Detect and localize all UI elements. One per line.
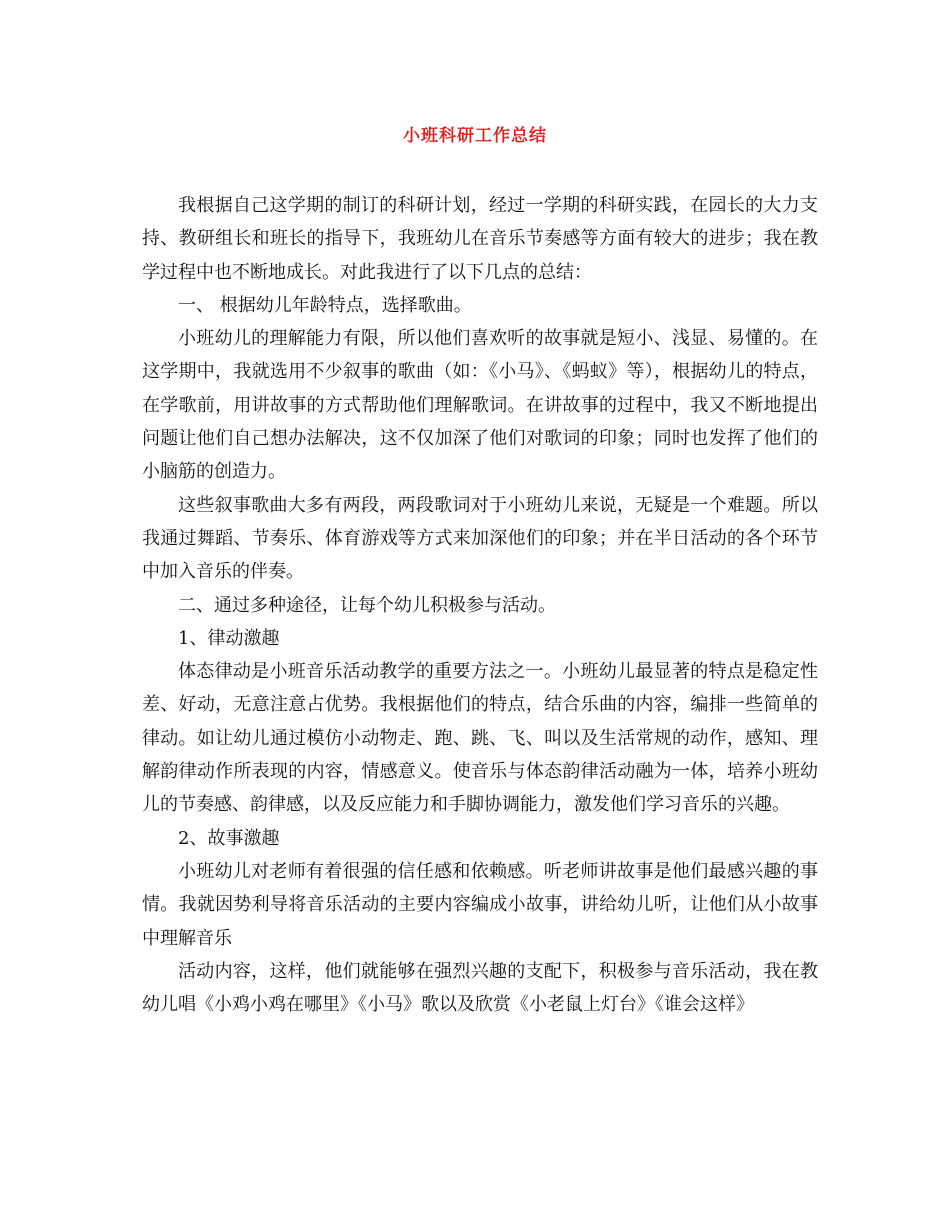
document-title: 小班科研工作总结 xyxy=(403,126,547,146)
paragraph: 活动内容，这样，他们就能够在强烈兴趣的支配下，积极参与音乐活动，我在教幼儿唱《小鸡小鸡在哪里》《小马》歌以及欣赏《小老鼠上灯台》《谁会这样》 xyxy=(142,960,818,1016)
paragraph-intro: 我根据自己这学期的制订的科研计划，经过一学期的科研实践，在园长的大力支持、教研组长和班长的指导下，我班幼儿在音乐节奏感等方面有较大的进步；我在教学过程中也不断地成长。对此我进行了以下几点的总结： xyxy=(142,195,818,283)
document-body xyxy=(142,189,818,1021)
paragraph: 体态律动是小班音乐活动教学的重要方法之一。小班幼儿最显著的特点是稳定性差、好动，无意注意占优势。我根据他们的特点，结合乐曲的内容，编排一些简单的律动。如让幼儿通过模仿小动物走、跑、跳、飞、叫以及生活常规的动作，感知、理解韵律动作所表现的内容，情感意义。使音乐与体态韵律活动融为一体，培养小班幼儿的节奏感、韵律感，以及反应能力和手脚协调能力，激发他们学习音乐的兴趣。 xyxy=(142,661,818,816)
section-heading-2: 二、通过多种途径，让每个幼儿积极参与活动。 xyxy=(178,594,556,616)
paragraph: 小班幼儿对老师有着很强的信任感和依赖感。听老师讲故事是他们最感兴趣的事情。我就因势利导将音乐活动的主要内容编成小故事，讲给幼儿听，让他们从小故事中理解音乐 xyxy=(142,860,818,949)
subheading-2: 2、故事激趣 xyxy=(178,827,280,849)
section-heading-1: 一、 根据幼儿年龄特点，选择歌曲。 xyxy=(178,294,472,316)
subheading-1: 1、律动激趣 xyxy=(178,627,280,649)
paragraph: 小班幼儿的理解能力有限，所以他们喜欢听的故事就是短小、浅显、易懂的。在这学期中，我就选用不少叙事的歌曲（如：《小马》、《蚂蚁》等），根据幼儿的特点，在学歌前，用讲故事的方式帮助他们理解歌词。在讲故事的过程中，我又不断地提出问题让他们自己想办法解决，这不仅加深了他们对歌词的印象；同时也发挥了他们的小脑筋的创造力。 xyxy=(142,328,818,483)
paragraph: 这些叙事歌曲大多有两段，两段歌词对于小班幼儿来说，无疑是一个难题。所以我通过舞蹈、节奏乐、体育游戏等方式来加深他们的印象；并在半日活动的各个环节中加入音乐的伴奏。 xyxy=(142,494,818,583)
